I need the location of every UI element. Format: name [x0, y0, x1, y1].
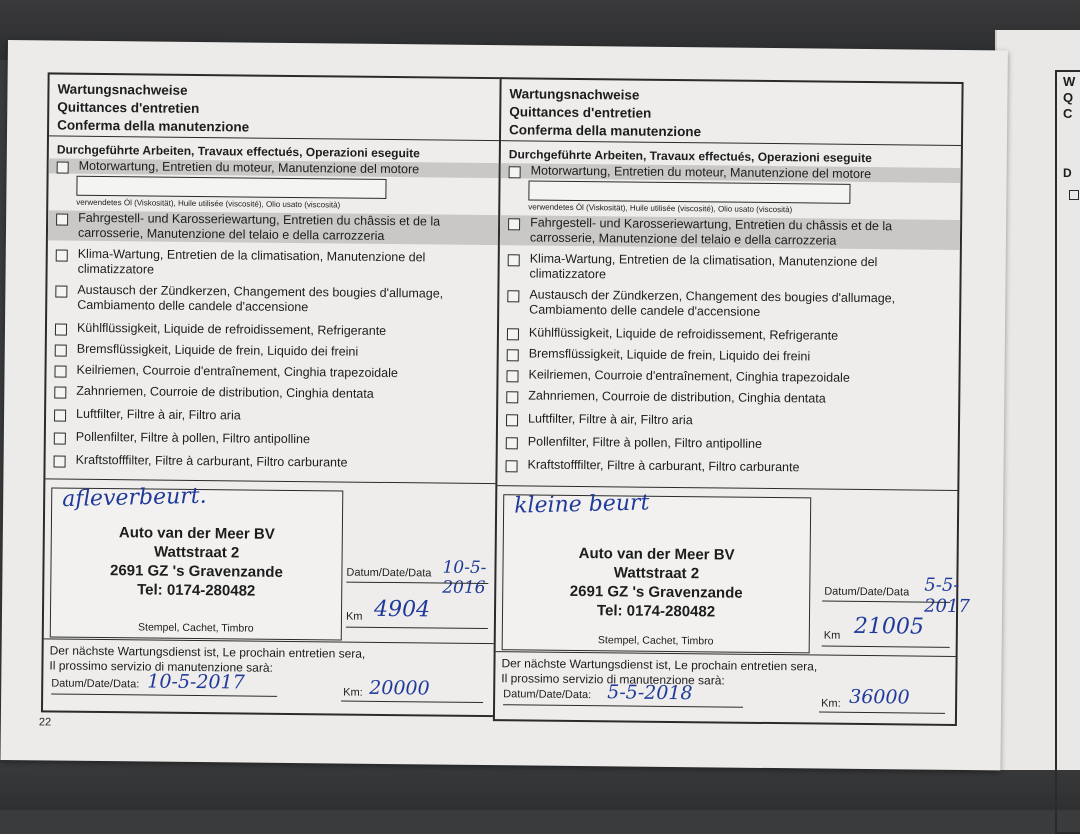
checklist-item-brake-fluid: Bremsflüssigkeit, Liquide de frein, Liquido dei freini: [499, 346, 959, 366]
date-underline: [346, 582, 488, 584]
card-title-de: Wartungsnachweise: [509, 86, 640, 103]
next-service-date: 5-5-2018: [607, 681, 693, 705]
checklist-item-pollen-filter: Pollenfilter, Filtre à pollen, Filtro antipolline: [498, 434, 958, 454]
card-title-fr: Quittances d'entretien: [57, 99, 200, 117]
checkbox[interactable]: [506, 414, 518, 426]
service-km: 4904: [373, 596, 431, 623]
checklist-item-fuel-filter: Kraftstofffilter, Filtre à carburant, Filtro carburante: [46, 452, 498, 472]
card-title-fr: Quittances d'entretien: [509, 104, 652, 121]
maintenance-record-card-2: [493, 77, 971, 726]
next-service-box: [495, 651, 956, 725]
checkbox[interactable]: [55, 324, 67, 336]
checkbox[interactable]: [508, 218, 520, 230]
checkbox[interactable]: [56, 214, 68, 226]
next-service-box: [43, 638, 496, 716]
stamp-company-name: Auto van der Meer BV: [578, 545, 735, 564]
checkbox[interactable]: [57, 162, 69, 174]
checklist-item-air-filter: Luftfilter, Filtre à air, Filtro aria: [498, 411, 958, 431]
checklist-item-fuel-filter: Kraftstofffilter, Filtre à carburant, Filtro carburante: [498, 457, 958, 477]
next-page-edge: [995, 30, 1080, 770]
checklist-item-timing-belt: Zahnriemen, Courroie de distribution, Cinghia dentata: [46, 383, 498, 403]
next-date-underline: [503, 704, 743, 708]
next-service-text-1: Der nächste Wartungsdienst ist, Le prochain entretien sera,: [501, 656, 818, 674]
card-title-it: Conferma della manutenzione: [57, 117, 250, 135]
checklist-item-spark-plugs: Austausch der Zündkerzen, Changement des bougies d'allumage, Cambiamento delle candele d'accensione: [499, 287, 959, 322]
dealer-stamp: [502, 490, 812, 653]
checkbox[interactable]: [508, 254, 520, 266]
stamp-company-name: Auto van der Meer BV: [118, 524, 275, 543]
checkbox[interactable]: [506, 391, 518, 403]
next-km-underline: [819, 712, 945, 714]
checkbox[interactable]: [54, 410, 66, 422]
next-page-title: W Q C: [1063, 74, 1076, 121]
page-number: 22: [38, 716, 52, 729]
stamp-city: 2691 GZ 's Gravenzande: [569, 582, 743, 602]
next-date-label: Datum/Date/Data:: [51, 677, 140, 691]
service-stamp-area: [496, 485, 971, 657]
oil-viscosity-field[interactable]: [528, 180, 850, 203]
next-service-text-2: Il prossimo servizio di manutenzione sarà:: [501, 671, 725, 688]
checklist-item-chassis: Fahrgestell- und Karosseriewartung, Entretien du châssis et de la carrosserie, Manutenzione del telaio e della carrozzeria: [48, 210, 500, 245]
card-header: [501, 79, 962, 146]
checklist-item-timing-belt: Zahnriemen, Courroie de distribution, Cinghia dentata: [498, 388, 958, 408]
next-service-date: 10-5-2017: [147, 670, 245, 694]
stamp-caption: Stempel, Cachet, Timbro: [597, 634, 714, 648]
stamp-street: Wattstraat 2: [613, 564, 700, 583]
card-title-de: Wartungsnachweise: [57, 81, 188, 98]
km-underline: [822, 646, 950, 648]
checklist-item-aircon: Klima-Wartung, Entretien de la climatisation, Manutenzione del climatizzatore: [500, 251, 960, 286]
checkbox[interactable]: [55, 345, 67, 357]
checklist-item-engine: Motorwartung, Entretien du moteur, Manutenzione del motore: [501, 163, 961, 183]
next-service-text-2: Il prossimo servizio di manutenzione sarà:: [49, 658, 273, 675]
checklist-item-brake-fluid: Bremsflüssigkeit, Liquide de frein, Liquido dei freini: [47, 341, 499, 361]
maintenance-record-card-1: [41, 72, 504, 717]
stamp-phone: Tel: 0174-280482: [596, 602, 716, 621]
km-label: Km: [345, 610, 363, 623]
checkbox[interactable]: [507, 290, 519, 302]
next-km-underline: [341, 701, 483, 703]
checkbox[interactable]: [507, 349, 519, 361]
next-service-km: 20000: [369, 676, 430, 700]
km-label: Km: [823, 629, 841, 642]
oil-viscosity-field[interactable]: [76, 176, 386, 199]
work-performed-header: Durchgeführte Arbeiten, Travaux effectués, Operazioni eseguite: [508, 147, 872, 166]
service-date: 10-5-2016: [442, 557, 487, 599]
checklist-item-spark-plugs: Austausch der Zündkerzen, Changement des bougies d'allumage, Cambiamento delle candele d'accensione: [47, 282, 499, 317]
checkbox[interactable]: [54, 433, 66, 445]
checklist-item-v-belt: Keilriemen, Courroie d'entraînement, Cinghia trapezoidale: [46, 362, 498, 382]
checklist-item-coolant: Kühlflüssigkeit, Liquide de refroidissement, Refrigerante: [47, 320, 499, 340]
next-page-checkbox: [1069, 190, 1079, 200]
checkbox[interactable]: [507, 328, 519, 340]
next-page-subheader: D: [1063, 166, 1072, 180]
next-page-card: [1055, 70, 1080, 834]
checkbox[interactable]: [506, 437, 518, 449]
checklist-item-v-belt: Keilriemen, Courroie d'entraînement, Cinghia trapezoidale: [498, 367, 958, 387]
checkbox[interactable]: [506, 370, 518, 382]
stamp-phone: Tel: 0174-280482: [137, 581, 256, 600]
service-date: 5-5-2017: [924, 574, 971, 618]
stamp-city: 2691 GZ 's Gravenzande: [109, 562, 283, 581]
next-date-underline: [51, 693, 277, 696]
dealer-stamp: [50, 483, 344, 640]
booklet-page: [0, 40, 1007, 770]
card-header: [49, 74, 502, 141]
checklist-item-pollen-filter: Pollenfilter, Filtre à pollen, Filtro antipolline: [46, 429, 498, 449]
date-underline: [822, 601, 950, 603]
checkbox[interactable]: [506, 460, 518, 472]
date-label: Datum/Date/Data: [346, 566, 432, 580]
checklist-item-air-filter: Luftfilter, Filtre à air, Filtro aria: [46, 406, 498, 426]
next-service-km: 36000: [849, 685, 910, 709]
service-km: 21005: [853, 613, 925, 640]
checklist-item-aircon: Klima-Wartung, Entretien de la climatisation, Manutenzione del climatizzatore: [48, 246, 500, 281]
next-date-label: Datum/Date/Data:: [503, 688, 592, 702]
km-underline: [346, 627, 488, 629]
oil-note: verwendetes Öl (Viskosität), Huile utilisée (viscosité), Olio usato (viscosità): [528, 202, 793, 215]
card-title-it: Conferma della manutenzione: [509, 122, 702, 140]
checklist-item-engine: Motorwartung, Entretien du moteur, Manutenzione del motore: [49, 158, 501, 178]
handwritten-note: kleine beurt: [513, 490, 650, 519]
checklist-item-coolant: Kühlflüssigkeit, Liquide de refroidissement, Refrigerante: [499, 325, 959, 345]
next-km-label: Km:: [821, 697, 841, 710]
date-label: Datum/Date/Data: [824, 585, 910, 599]
service-stamp-area: [44, 478, 498, 644]
work-performed-header: Durchgeführte Arbeiten, Travaux effectués, Operazioni eseguite: [56, 142, 420, 161]
checkbox[interactable]: [54, 456, 66, 468]
checklist-item-chassis: Fahrgestell- und Karosseriewartung, Entretien du châssis et de la carrosserie, Manutenzione del telaio e della carrozzeria: [500, 215, 960, 250]
checkbox[interactable]: [56, 250, 68, 262]
next-service-text-1: Der nächste Wartungsdienst ist, Le prochain entretien sera,: [49, 643, 366, 661]
next-km-label: Km:: [343, 686, 363, 699]
stamp-caption: Stempel, Cachet, Timbro: [138, 621, 254, 635]
handwritten-note: afleverbeurt.: [61, 483, 207, 513]
checkbox[interactable]: [54, 366, 66, 378]
stamp-street: Wattstraat 2: [153, 543, 240, 562]
checkbox[interactable]: [55, 286, 67, 298]
checkbox[interactable]: [509, 166, 521, 178]
checkbox[interactable]: [54, 387, 66, 399]
oil-note: verwendetes Öl (Viskosität), Huile utilisée (viscosité), Olio usato (viscosità): [76, 197, 341, 210]
